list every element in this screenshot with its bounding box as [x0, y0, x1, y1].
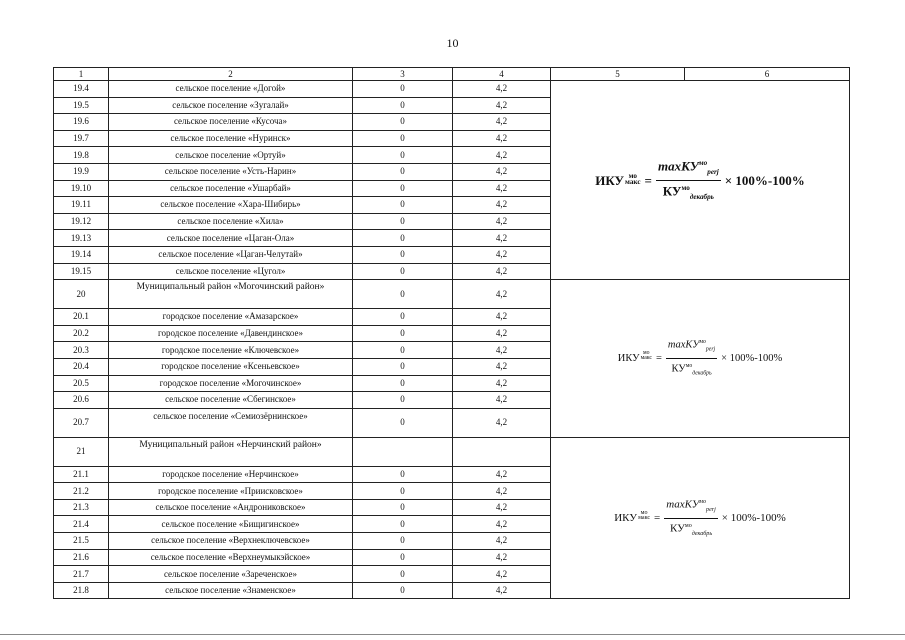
row-col3: 0 [353, 408, 453, 437]
row-col4: 4,2 [453, 246, 551, 263]
row-col3: 0 [353, 499, 453, 516]
formula-lhs-sup: мо [643, 349, 650, 356]
row-col4: 4,2 [453, 230, 551, 247]
row-number: 19.14 [54, 246, 109, 263]
row-name: сельское поселение «Знаменское» [109, 582, 353, 599]
row-col4: 4,2 [453, 483, 551, 500]
formula-numerator: maxКУ$^{мо}_{perj}$ [656, 156, 721, 181]
row-number: 19.7 [54, 130, 109, 147]
row-number: 20.1 [54, 309, 109, 326]
formula [614, 495, 786, 542]
formula-tail: × 100%-100% [721, 352, 783, 364]
formula-tail: × 100%-100% [721, 511, 786, 524]
row-name: сельское поселение «Верхнеумыкэйское» [109, 549, 353, 566]
row-number: 20.4 [54, 358, 109, 375]
table-row [54, 437, 850, 466]
row-col4: 4,2 [453, 499, 551, 516]
data-table [53, 67, 850, 599]
row-col3: 0 [353, 375, 453, 392]
header-cell: 3 [353, 68, 453, 81]
formula-numerator: maxКУ$^{мо}_{perj}$ [666, 335, 717, 359]
formula-lhs: ИКУ [617, 352, 640, 364]
row-col3: 0 [353, 392, 453, 409]
row-name: городское поселение «Могочинское» [109, 375, 353, 392]
row-number: 19.8 [54, 147, 109, 164]
header-row [54, 68, 850, 81]
formula-lhs-sub: макс [640, 355, 652, 362]
formula-tail: × 100%-100% [724, 172, 805, 188]
row-col3: 0 [353, 566, 453, 583]
row-name: сельское поселение «Усть-Нарин» [109, 163, 353, 180]
row-col4: 4,2 [453, 114, 551, 131]
row-number: 21 [54, 437, 109, 466]
header-cell: 5 [551, 68, 685, 81]
row-col4: 4,2 [453, 392, 551, 409]
row-col3: 0 [353, 466, 453, 483]
row-col4: 4,2 [453, 163, 551, 180]
row-number: 19.13 [54, 230, 109, 247]
row-col4: 4,2 [453, 342, 551, 359]
row-col4: 4,2 [453, 516, 551, 533]
row-name: сельское поселение «Андрониковское» [109, 499, 353, 516]
formula-lhs: ИКУ [595, 172, 625, 188]
formula-denominator: $КУ^{мо}_{декабрь}$ [662, 182, 714, 201]
formula-lhs-sup: мо [640, 509, 648, 516]
row-col3: 0 [353, 230, 453, 247]
row-col4: 4,2 [453, 147, 551, 164]
row-number: 21.8 [54, 582, 109, 599]
row-col3: 0 [353, 325, 453, 342]
row-col3: 0 [353, 246, 453, 263]
row-col3: 0 [353, 280, 453, 309]
table-row [54, 280, 850, 309]
row-name: сельское поселение «Цугол» [109, 263, 353, 280]
row-number: 21.6 [54, 549, 109, 566]
row-col3: 0 [353, 263, 453, 280]
row-number: 21.2 [54, 483, 109, 500]
row-col3: 0 [353, 358, 453, 375]
row-col4: 4,2 [453, 325, 551, 342]
row-col3: 0 [353, 533, 453, 550]
row-name: сельское поселение «Цаган-Ола» [109, 230, 353, 247]
row-name: сельское поселение «Ортуй» [109, 147, 353, 164]
row-name: сельское поселение «Хара-Шибирь» [109, 197, 353, 214]
row-number: 19.12 [54, 213, 109, 230]
row-col3: 0 [353, 147, 453, 164]
row-number: 19.6 [54, 114, 109, 131]
formula-equals: = [644, 172, 652, 188]
header-cell: 1 [54, 68, 109, 81]
formula-denominator: $КУ^{мо}_{декабрь}$ [671, 362, 712, 377]
formula [595, 156, 805, 205]
row-col4: 4,2 [453, 130, 551, 147]
page-number: 10 [446, 36, 459, 50]
row-col4: 4,2 [453, 81, 551, 98]
row-name: сельское поселение «Сбегинское» [109, 392, 353, 409]
row-col3 [353, 437, 453, 466]
row-number: 20 [54, 280, 109, 309]
formula-lhs-sub: макс [625, 178, 641, 186]
row-name: сельское поселение «Цаган-Челутай» [109, 246, 353, 263]
formula-cell [551, 280, 850, 438]
formula-lhs: ИКУ [614, 511, 638, 524]
row-name: городское поселение «Давендинское» [109, 325, 353, 342]
row-number: 19.15 [54, 263, 109, 280]
row-name: сельское поселение «Ушарбай» [109, 180, 353, 197]
row-number: 19.4 [54, 81, 109, 98]
row-col4: 4,2 [453, 408, 551, 437]
row-name: городское поселение «Нерчинское» [109, 466, 353, 483]
table-body [54, 81, 850, 599]
row-number: 20.2 [54, 325, 109, 342]
formula-cell [551, 437, 850, 599]
row-name: сельское поселение «Догой» [109, 81, 353, 98]
row-col3: 0 [353, 81, 453, 98]
row-name: сельское поселение «Бищигинское» [109, 516, 353, 533]
row-col4: 4,2 [453, 280, 551, 309]
row-name: сельское поселение «Хила» [109, 213, 353, 230]
row-number: 21.5 [54, 533, 109, 550]
formula-equals: = [655, 352, 662, 364]
row-number: 19.5 [54, 97, 109, 114]
row-number: 19.9 [54, 163, 109, 180]
formula-lhs-sup: мо [628, 171, 637, 180]
row-name: Муниципальный район «Нерчинский район» [109, 437, 353, 466]
row-name: городское поселение «Амазарское» [109, 309, 353, 326]
header-cell: 4 [453, 68, 551, 81]
row-name: сельское поселение «Нуринск» [109, 130, 353, 147]
formula-lhs-sub: макс [638, 515, 651, 521]
row-name: сельское поселение «Кусоча» [109, 114, 353, 131]
row-col3: 0 [353, 114, 453, 131]
row-number: 21.7 [54, 566, 109, 583]
row-col3: 0 [353, 213, 453, 230]
row-col4 [453, 437, 551, 466]
row-number: 20.3 [54, 342, 109, 359]
formula-denominator: $КУ^{мо}_{декабрь}$ [669, 522, 713, 537]
row-col3: 0 [353, 130, 453, 147]
row-name: сельское поселение «Зугалай» [109, 97, 353, 114]
row-number: 20.6 [54, 392, 109, 409]
row-number: 20.5 [54, 375, 109, 392]
row-col4: 4,2 [453, 358, 551, 375]
row-col4: 4,2 [453, 213, 551, 230]
formula-cell [551, 81, 850, 280]
row-col3: 0 [353, 163, 453, 180]
row-col3: 0 [353, 483, 453, 500]
row-col3: 0 [353, 582, 453, 599]
row-col4: 4,2 [453, 309, 551, 326]
formula [618, 335, 782, 381]
row-col4: 4,2 [453, 375, 551, 392]
row-number: 20.7 [54, 408, 109, 437]
row-col3: 0 [353, 516, 453, 533]
row-col4: 4,2 [453, 97, 551, 114]
row-name: сельское поселение «Зареченское» [109, 566, 353, 583]
row-name: Муниципальный район «Могочинский район» [109, 280, 353, 309]
row-col4: 4,2 [453, 197, 551, 214]
row-col3: 0 [353, 309, 453, 326]
row-col4: 4,2 [453, 466, 551, 483]
row-number: 19.10 [54, 180, 109, 197]
formula-numerator: maxКУ$^{мо}_{perj}$ [664, 495, 718, 519]
row-col4: 4,2 [453, 582, 551, 599]
row-col4: 4,2 [453, 533, 551, 550]
page-bottom-edge [0, 634, 905, 635]
row-col3: 0 [353, 549, 453, 566]
row-col4: 4,2 [453, 549, 551, 566]
row-number: 21.3 [54, 499, 109, 516]
row-name: городское поселение «Приисковское» [109, 483, 353, 500]
row-col4: 4,2 [453, 263, 551, 280]
row-name: сельское поселение «Семиозёрнинское» [109, 408, 353, 437]
row-col3: 0 [353, 180, 453, 197]
formula-equals: = [654, 511, 661, 524]
header-cell: 2 [109, 68, 353, 81]
row-col3: 0 [353, 97, 453, 114]
row-number: 21.4 [54, 516, 109, 533]
row-number: 21.1 [54, 466, 109, 483]
row-col4: 4,2 [453, 566, 551, 583]
row-col4: 4,2 [453, 180, 551, 197]
table-row [54, 81, 850, 98]
header-cell: 6 [685, 68, 850, 81]
row-number: 19.11 [54, 197, 109, 214]
row-name: сельское поселение «Верхнеключевское» [109, 533, 353, 550]
row-col3: 0 [353, 197, 453, 214]
row-col3: 0 [353, 342, 453, 359]
row-name: городское поселение «Ксеньевское» [109, 358, 353, 375]
row-name: городское поселение «Ключевское» [109, 342, 353, 359]
